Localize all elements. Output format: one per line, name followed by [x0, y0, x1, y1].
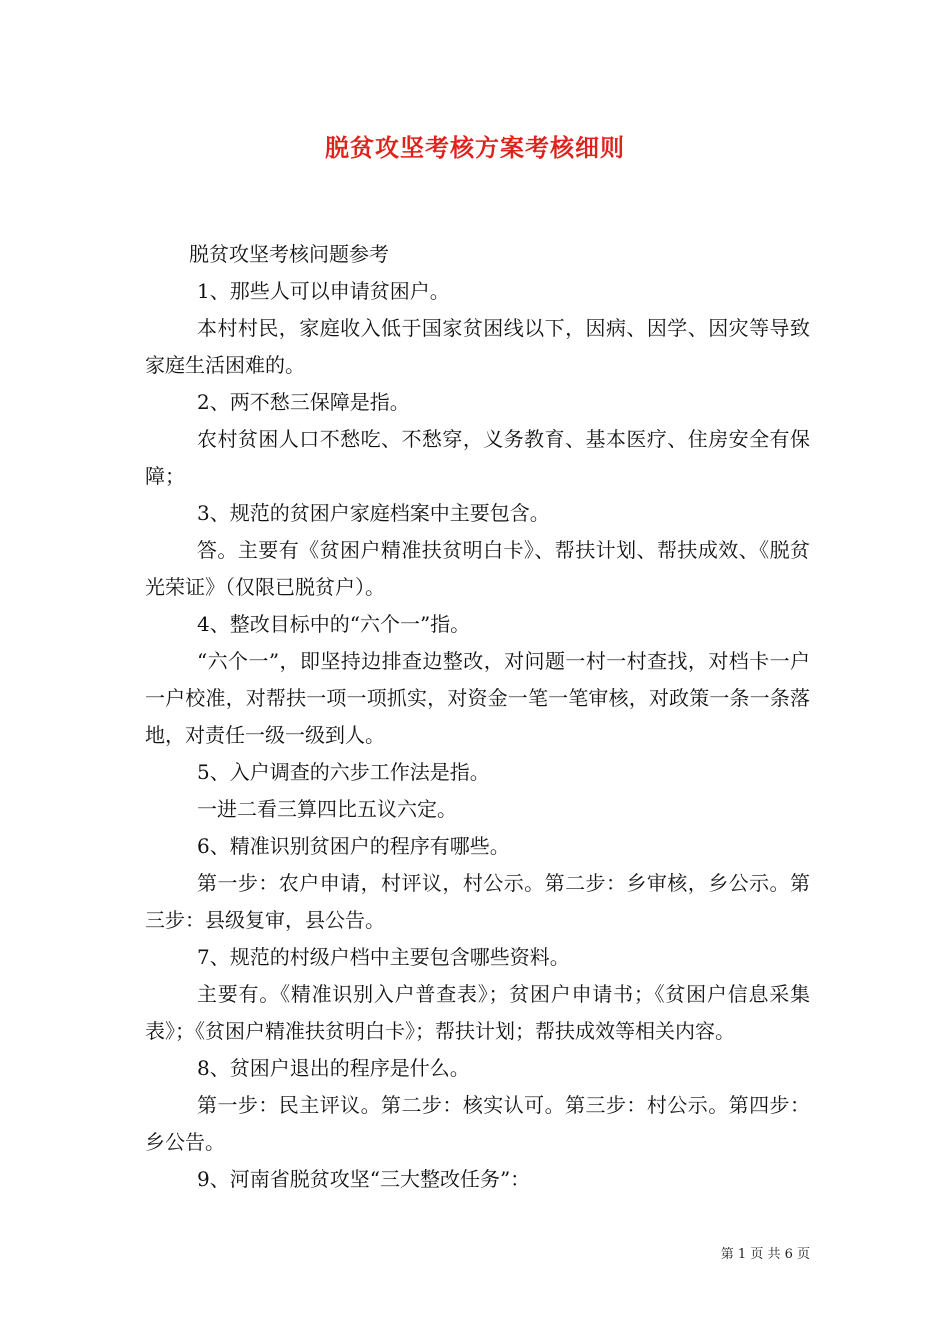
answer-4: “六个一”，即坚持边排查边整改，对问题一村一村查找，对档卡一户一户校准，对帮扶一项一项抓实，对资金一笔一笔审核，对政策一条一条落地，对责任一级一级到人。	[145, 649, 810, 747]
question-4: 4、整改目标中的“六个一”指。	[197, 612, 471, 636]
question-1: 1、那些人可以申请贫困户。	[197, 279, 450, 303]
question-6: 6、精准识别贫困户的程序有哪些。	[197, 834, 510, 858]
section-heading: 脱贫攻坚考核问题参考	[189, 242, 389, 266]
answer-5: 一进二看三算四比五议六定。	[197, 797, 457, 821]
document-title: 脱贫攻坚考核方案考核细则	[325, 133, 625, 162]
answer-1: 本村村民，家庭收入低于国家贫困线以下，因病、因学、因灾等导致家庭生活困难的。	[145, 316, 810, 377]
question-9: 9、河南省脱贫攻坚“三大整改任务”：	[197, 1167, 531, 1191]
answer-3: 答。主要有《贫困户精准扶贫明白卡》、帮扶计划、帮扶成效、《脱贫光荣证》（仅限已脱贫户）。	[145, 538, 810, 599]
question-2: 2、两不愁三保障是指。	[197, 390, 410, 414]
question-5: 5、入户调查的六步工作法是指。	[197, 760, 490, 784]
question-7: 7、规范的村级户档中主要包含哪些资料。	[197, 945, 570, 969]
page-number: 第 1 页 共 6 页	[720, 1247, 810, 1262]
question-3: 3、规范的贫困户家庭档案中主要包含。	[197, 501, 550, 525]
answer-8: 第一步：民主评议。第二步：核实认可。第三步：村公示。第四步：乡公告。	[145, 1093, 810, 1154]
answer-7: 主要有。《精准识别入户普查表》；贫困户申请书；《贫困户信息采集表》；《贫困户精准扶贫明白卡》；帮扶计划；帮扶成效等相关内容。	[145, 982, 810, 1043]
answer-2: 农村贫困人口不愁吃、不愁穿，义务教育、基本医疗、住房安全有保障；	[145, 427, 810, 488]
answer-6: 第一步：农户申请，村评议，村公示。第二步：乡审核，乡公示。第三步：县级复审，县公告。	[145, 871, 810, 932]
document-body	[145, 236, 810, 1198]
question-8: 8、贫困户退出的程序是什么。	[197, 1056, 470, 1080]
